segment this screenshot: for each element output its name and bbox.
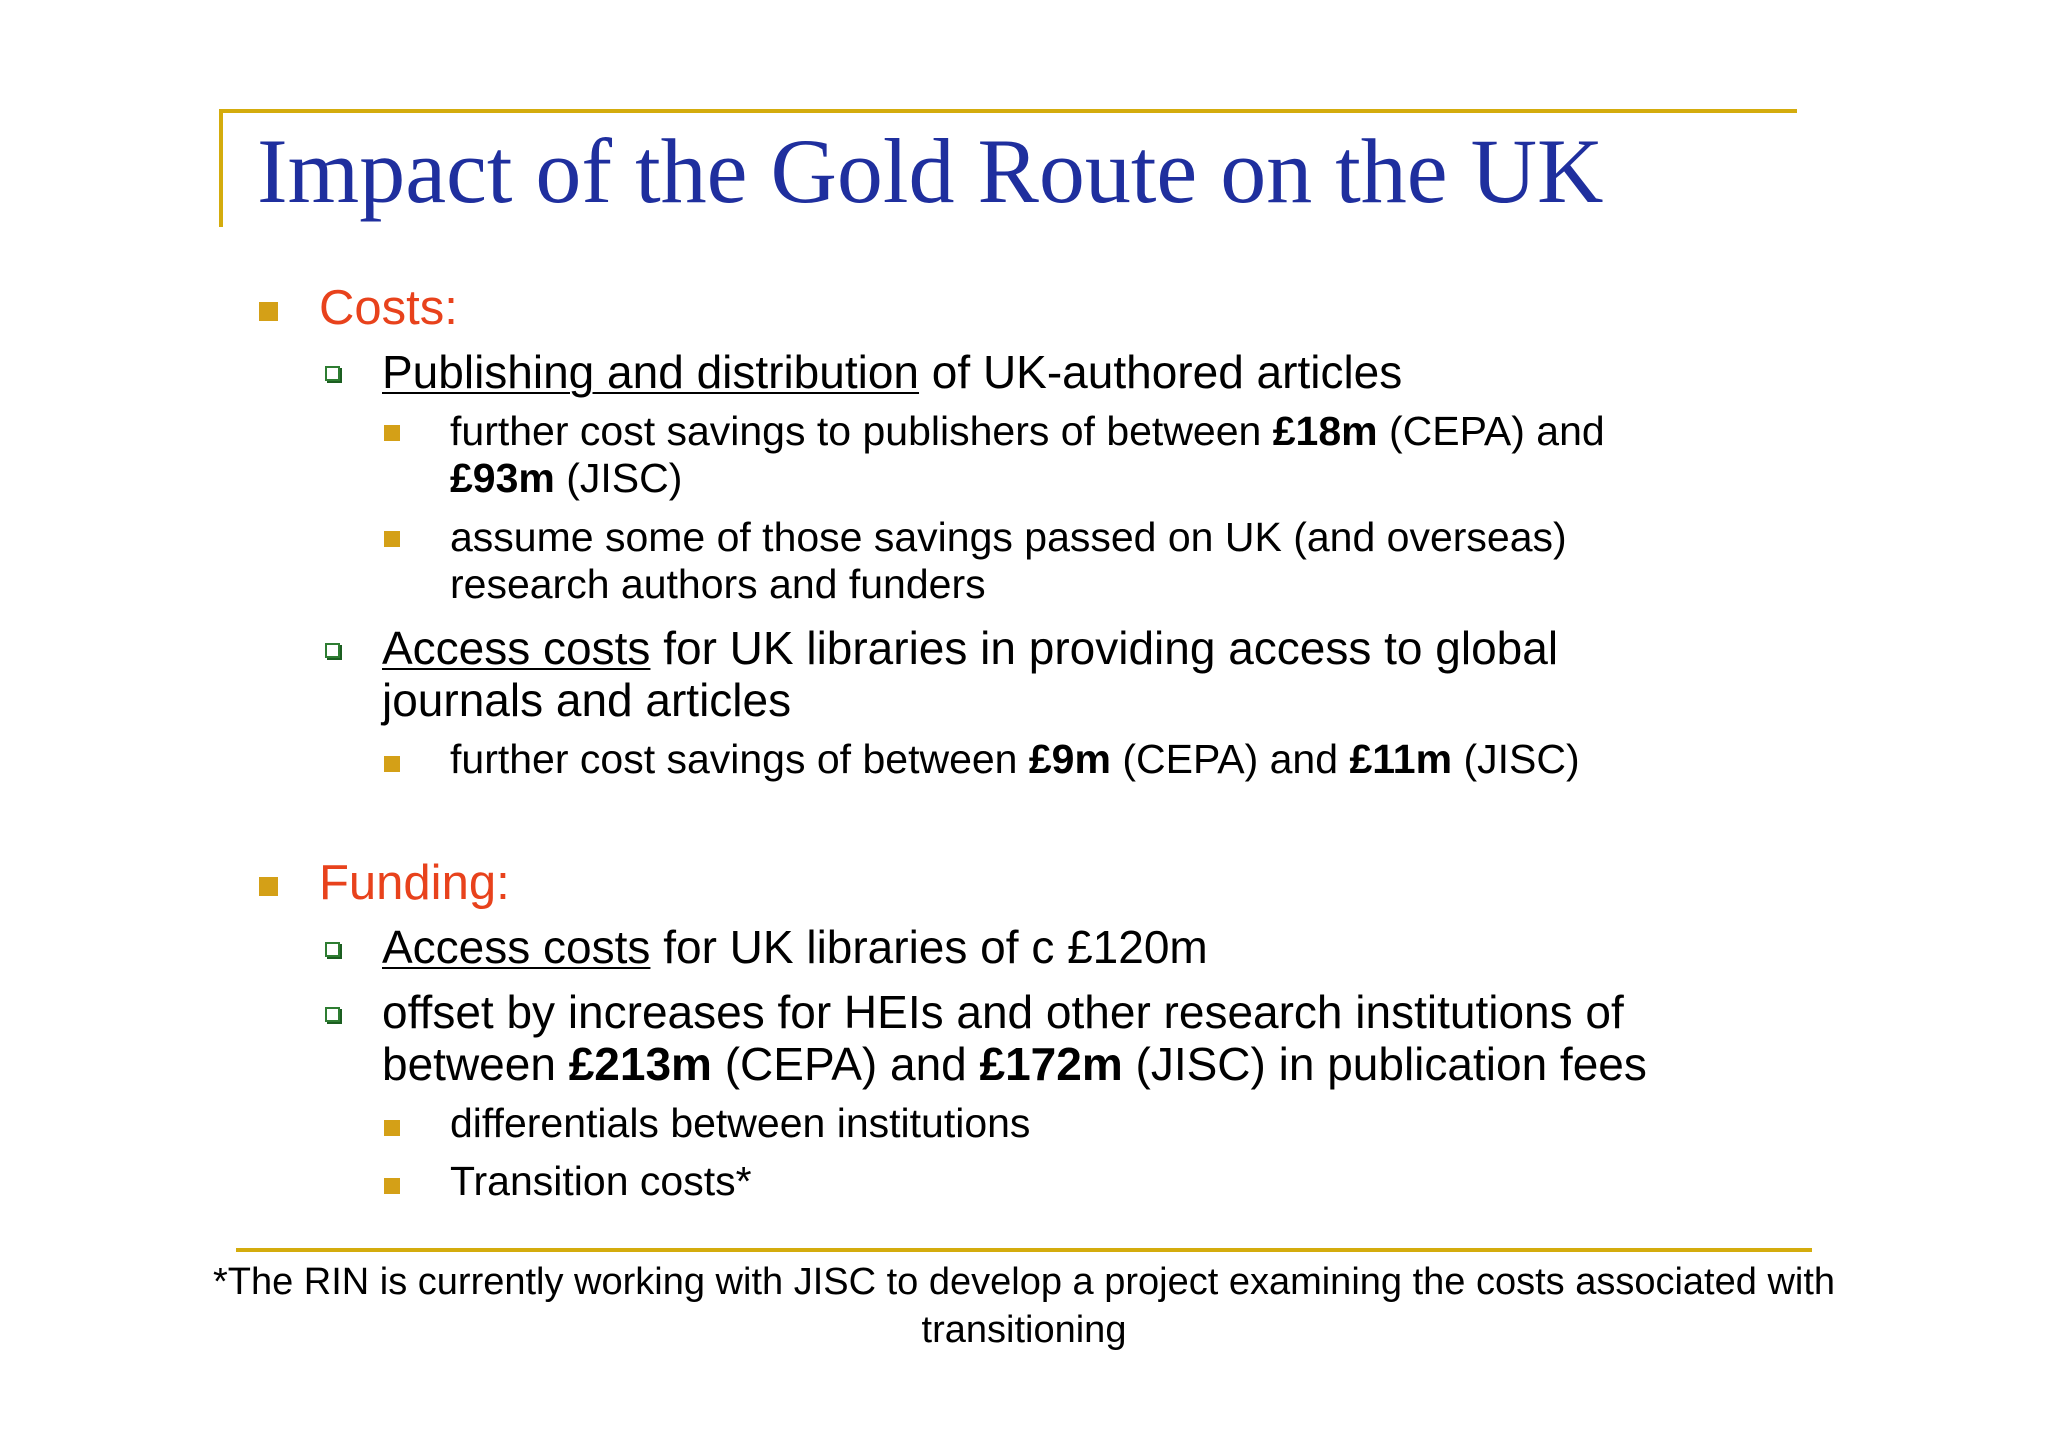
item-access-costs-rest: for UK libraries of c £120m bbox=[650, 921, 1208, 973]
amount-9m: £9m bbox=[1028, 736, 1111, 782]
item-publishing bbox=[382, 346, 1402, 398]
amount-93m: £93m bbox=[450, 455, 555, 501]
section-heading-costs: Costs: bbox=[319, 281, 458, 335]
item-access-costs-rest: for UK libraries in providing access to global bbox=[650, 622, 1559, 674]
subitem-differentials: differentials between institutions bbox=[450, 1100, 1031, 1146]
item-publishing-underlined: Publishing and distribution bbox=[382, 346, 920, 398]
subitem-publisher-savings-line1 bbox=[450, 408, 1605, 455]
title-rule-top bbox=[219, 109, 1797, 113]
text-run: (JISC) bbox=[1452, 736, 1580, 782]
amount-172m: £172m bbox=[979, 1038, 1123, 1090]
item-publishing-rest: of UK-authored articles bbox=[919, 346, 1403, 398]
item-access-costs-underlined: Access costs bbox=[382, 921, 651, 973]
text-run: (CEPA) and bbox=[711, 1038, 980, 1090]
amount-213m: £213m bbox=[568, 1038, 712, 1090]
text-run: further cost savings to publishers of between bbox=[450, 408, 1273, 454]
footer-rule bbox=[236, 1248, 1812, 1252]
section-heading-funding: Funding: bbox=[319, 856, 510, 910]
subitem-library-savings bbox=[450, 736, 1580, 783]
subitem-savings-passed-line1: assume some of those savings passed on UK (and overseas) bbox=[450, 514, 1567, 560]
text-run: (JISC) in publication fees bbox=[1122, 1038, 1647, 1090]
footnote-line1: *The RIN is currently working with JISC to develop a project examining the costs associated with bbox=[212, 1261, 1836, 1303]
hollow-square-bullet-icon bbox=[325, 366, 340, 381]
hollow-square-bullet-icon bbox=[325, 643, 340, 658]
footnote-line2: transitioning bbox=[921, 1309, 1127, 1351]
subitem-transition-costs: Transition costs* bbox=[450, 1158, 752, 1204]
section-bullet-icon bbox=[259, 877, 278, 896]
item-access-costs-120m bbox=[382, 921, 1208, 973]
small-square-bullet-icon bbox=[384, 425, 400, 441]
item-access-costs-global-line2: journals and articles bbox=[382, 674, 792, 726]
title-rule-left bbox=[219, 109, 223, 227]
item-offset-line1: offset by increases for HEIs and other research institutions of bbox=[382, 986, 1624, 1038]
subitem-savings-passed-line2: research authors and funders bbox=[450, 561, 986, 607]
hollow-square-bullet-icon bbox=[325, 942, 340, 957]
small-square-bullet-icon bbox=[384, 1178, 400, 1194]
item-offset-line2 bbox=[382, 1038, 1647, 1090]
item-access-costs-underlined: Access costs bbox=[382, 622, 651, 674]
text-run: (CEPA) and bbox=[1110, 736, 1350, 782]
small-square-bullet-icon bbox=[384, 1120, 400, 1136]
subitem-publisher-savings-line2 bbox=[450, 455, 682, 502]
amount-11m: £11m bbox=[1349, 736, 1453, 782]
amount-18m: £18m bbox=[1272, 408, 1378, 454]
slide-title: Impact of the Gold Route on the UK bbox=[257, 120, 1604, 222]
text-run: further cost savings of between bbox=[450, 736, 1029, 782]
item-access-costs-global-line1 bbox=[382, 622, 1558, 674]
hollow-square-bullet-icon bbox=[325, 1007, 340, 1022]
text-run: (CEPA) and bbox=[1377, 408, 1605, 454]
small-square-bullet-icon bbox=[384, 756, 400, 772]
section-bullet-icon bbox=[259, 302, 278, 321]
text-run: between bbox=[382, 1038, 569, 1090]
small-square-bullet-icon bbox=[384, 531, 400, 547]
footnote bbox=[0, 1258, 2048, 1354]
text-run: (JISC) bbox=[554, 455, 683, 501]
